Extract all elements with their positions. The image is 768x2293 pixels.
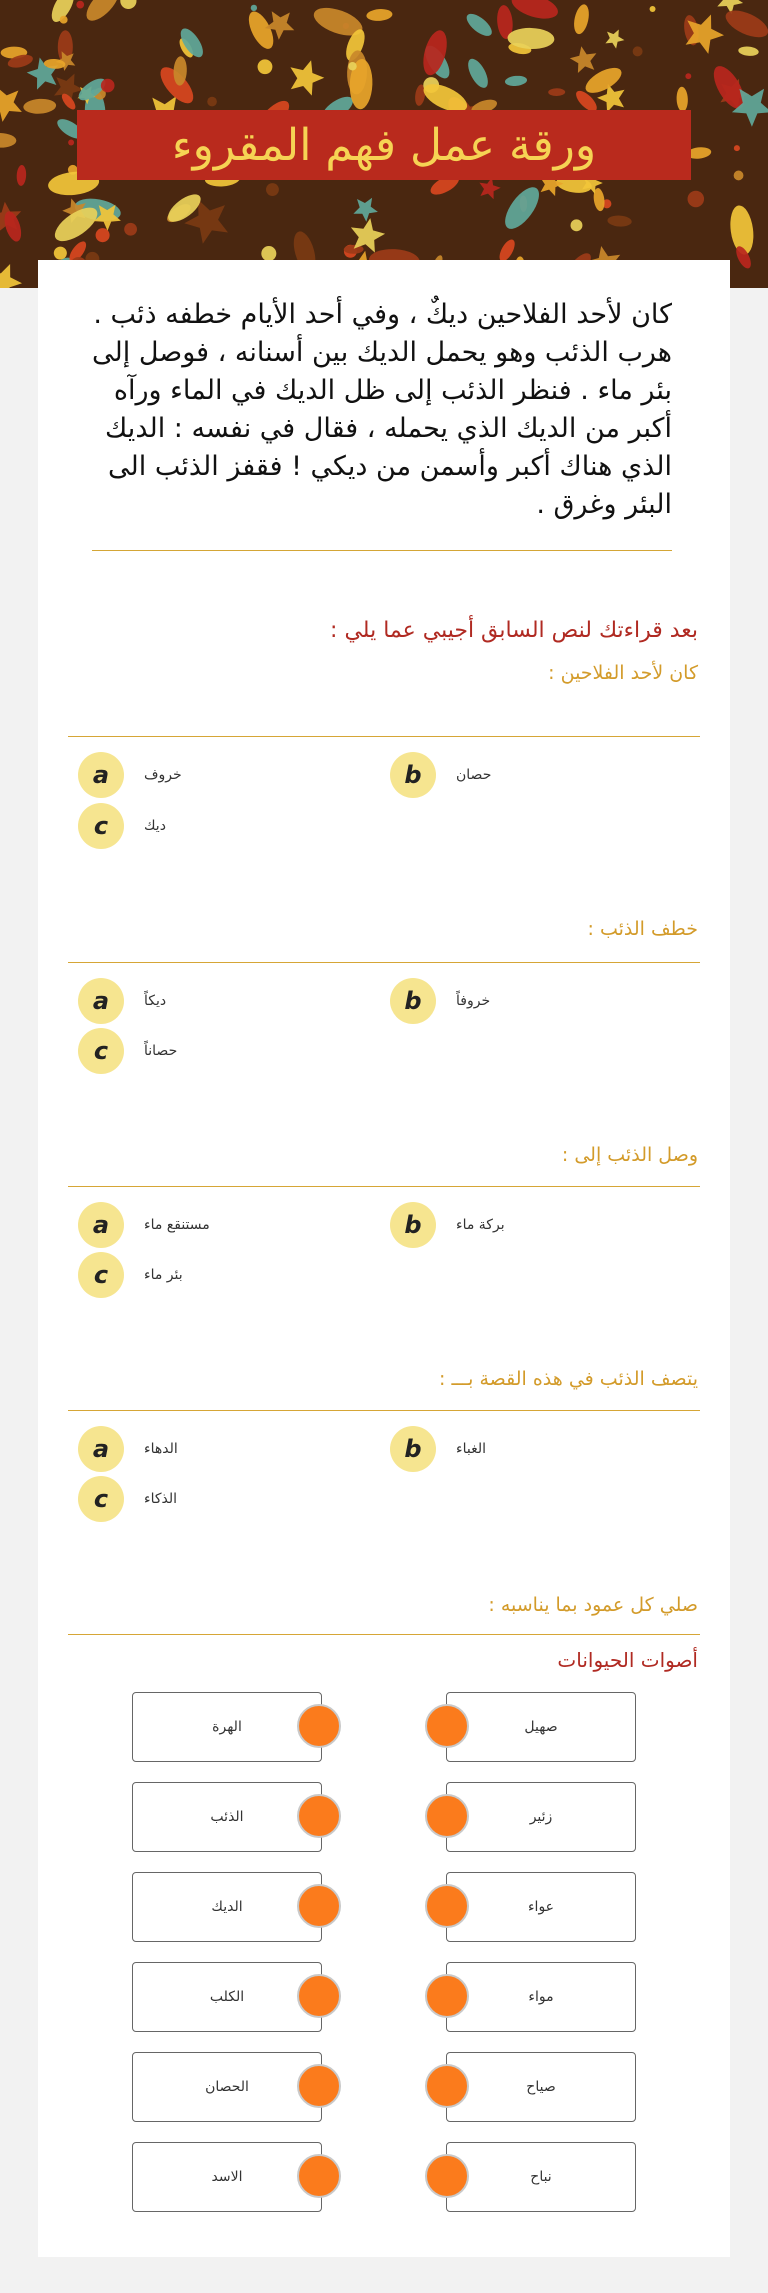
question-2-option-a[interactable] <box>78 978 166 1024</box>
option-text: خروف <box>144 767 182 783</box>
leaf-shape <box>463 10 495 40</box>
leaf-shape <box>23 98 57 115</box>
matching-divider <box>68 1634 700 1635</box>
matching-group-title: أصوات الحيوانات <box>557 1648 698 1672</box>
match-right-item-6[interactable]: نباح <box>446 2142 636 2212</box>
reading-passage: كان لأحد الفلاحين ديكٌ ، وفي أحد الأيام خطفه ذئب . هرب الذئب وهو يحمل الديك بين أسنانه ، فوصل إلى بئر ماء . فنظر الذئب إلى ظل الديك في الماء ورآه أكبر من الديك الذي يحمله ، فقال في نفسه : الديك الذي هناك أكبر وأسمن من ديكي ! فقفز الذئب الى البئر وغرق . <box>92 299 672 520</box>
leaf-shape <box>81 0 124 26</box>
leaf-shape <box>499 182 546 235</box>
question-1-option-b[interactable] <box>390 752 491 798</box>
leaf-shape <box>353 198 378 222</box>
option-text: الغباء <box>456 1441 486 1457</box>
leaf-shape <box>0 87 22 122</box>
question-1-option-a[interactable] <box>78 752 182 798</box>
question-2-divider <box>68 962 700 963</box>
question-4-option-b[interactable] <box>390 1426 486 1472</box>
option-text: مستنقع ماء <box>144 1217 210 1233</box>
option-letter-badge: c <box>78 1028 124 1074</box>
leaf-shape <box>16 165 27 186</box>
instruction: بعد قراءتك لنص السابق أجيبي عما يلي : <box>330 618 698 643</box>
leaf-shape <box>571 219 583 231</box>
leaf-shape <box>348 62 356 70</box>
leaf-shape <box>0 133 17 148</box>
match-left-item-4[interactable]: الكلب <box>132 1962 322 2032</box>
match-left-connector[interactable] <box>297 1974 341 2018</box>
question-2-option-c[interactable] <box>78 1028 177 1074</box>
leaf-shape <box>68 140 74 146</box>
leaf-shape <box>605 30 624 49</box>
match-right-connector[interactable] <box>425 2154 469 2198</box>
leaf-shape <box>258 59 273 74</box>
match-right-item-3[interactable]: عواء <box>446 1872 636 1942</box>
option-text: حصاناً <box>144 1043 178 1059</box>
match-left-item-6[interactable]: الاسد <box>132 2142 322 2212</box>
leaf-shape <box>722 5 768 43</box>
leaf-shape <box>685 73 691 79</box>
question-1-option-c[interactable] <box>78 803 166 849</box>
matching-label: صلي كل عمود بما يناسبه : <box>488 1594 698 1616</box>
match-right-connector[interactable] <box>425 1704 469 1748</box>
option-letter-badge: a <box>78 1426 124 1472</box>
leaf-shape <box>734 171 744 181</box>
question-4-option-a[interactable] <box>78 1426 178 1472</box>
match-left-item-5[interactable]: الحصان <box>132 2052 322 2122</box>
match-left-connector[interactable] <box>297 1704 341 1748</box>
leaf-shape <box>266 183 279 196</box>
leaf-shape <box>0 264 22 288</box>
header-banner <box>0 0 768 288</box>
leaf-shape <box>124 223 137 236</box>
leaf-shape <box>676 87 688 112</box>
match-left-connector[interactable] <box>297 1794 341 1838</box>
question-3-option-a[interactable] <box>78 1202 210 1248</box>
leaf-shape <box>464 56 492 91</box>
leaf-shape <box>60 16 68 24</box>
option-letter-badge: b <box>390 1202 436 1248</box>
option-letter-badge: a <box>78 752 124 798</box>
question-1-label: كان لأحد الفلاحين : <box>548 662 698 684</box>
option-letter-badge: b <box>390 752 436 798</box>
option-text: الدهاء <box>144 1441 178 1457</box>
option-text: ديك <box>144 818 166 834</box>
passage-divider <box>92 550 672 551</box>
match-right-item-4[interactable]: مواء <box>446 1962 636 2032</box>
leaf-shape <box>479 177 500 199</box>
leaf-shape <box>351 218 385 253</box>
question-2-option-b[interactable] <box>390 978 490 1024</box>
match-right-item-5[interactable]: صياح <box>446 2052 636 2122</box>
leaf-shape <box>261 246 276 261</box>
leaf-shape <box>120 0 136 9</box>
match-left-item-2[interactable]: الذئب <box>132 1782 322 1852</box>
option-letter-badge: a <box>78 978 124 1024</box>
leaf-shape <box>76 1 84 9</box>
option-letter-badge: c <box>78 1476 124 1522</box>
leaf-shape <box>548 88 565 96</box>
option-letter-badge: b <box>390 1426 436 1472</box>
match-right-connector[interactable] <box>425 2064 469 2108</box>
match-left-item-1[interactable]: الهرة <box>132 1692 322 1762</box>
match-right-connector[interactable] <box>425 1884 469 1928</box>
leaf-shape <box>650 6 656 12</box>
leaf-shape <box>54 247 67 260</box>
worksheet-card <box>38 260 730 2257</box>
option-text: ديكاً <box>144 993 167 1009</box>
leaf-shape <box>572 3 592 36</box>
match-right-connector[interactable] <box>425 1974 469 2018</box>
leaf-shape <box>607 215 632 227</box>
match-right-item-1[interactable]: صهيل <box>446 1692 636 1762</box>
leaf-shape <box>290 60 324 95</box>
page-title: ورقة عمل فهم المقروء <box>171 119 597 171</box>
question-3-option-c[interactable] <box>78 1252 183 1298</box>
leaf-shape <box>738 46 759 57</box>
question-4-label: يتصف الذئب في هذه القصة بـــ : <box>439 1368 698 1390</box>
option-text: خروفاً <box>456 993 491 1009</box>
option-text: بئر ماء <box>144 1267 183 1283</box>
question-3-label: وصل الذئب إلى : <box>561 1144 698 1166</box>
leaf-shape <box>505 75 528 87</box>
match-left-connector[interactable] <box>297 2154 341 2198</box>
option-letter-badge: c <box>78 1252 124 1298</box>
leaf-shape <box>207 97 217 107</box>
leaf-shape <box>101 79 115 93</box>
option-text: حصان <box>456 767 492 783</box>
option-text: بركة ماء <box>456 1217 505 1233</box>
option-letter-badge: a <box>78 1202 124 1248</box>
leaf-shape <box>570 46 597 73</box>
option-letter-badge: b <box>390 978 436 1024</box>
question-1-divider <box>68 736 700 737</box>
leaf-shape <box>366 8 393 22</box>
option-letter-badge: c <box>78 803 124 849</box>
question-4-option-c[interactable] <box>78 1476 177 1522</box>
question-3-divider <box>68 1186 700 1187</box>
leaf-shape <box>688 191 705 208</box>
match-left-connector[interactable] <box>297 2064 341 2108</box>
match-left-item-3[interactable]: الديك <box>132 1872 322 1942</box>
leaf-shape <box>734 145 740 151</box>
question-2-label: خطف الذئب : <box>587 918 698 940</box>
match-right-item-2[interactable]: زئير <box>446 1782 636 1852</box>
leaf-shape <box>509 0 561 23</box>
question-4-divider <box>68 1410 700 1411</box>
title-band <box>77 110 691 180</box>
question-3-option-b[interactable] <box>390 1202 505 1248</box>
match-right-connector[interactable] <box>425 1794 469 1838</box>
leaf-shape <box>251 5 257 11</box>
option-text: الذكاء <box>144 1491 178 1507</box>
leaf-shape <box>633 46 643 56</box>
match-left-connector[interactable] <box>297 1884 341 1928</box>
